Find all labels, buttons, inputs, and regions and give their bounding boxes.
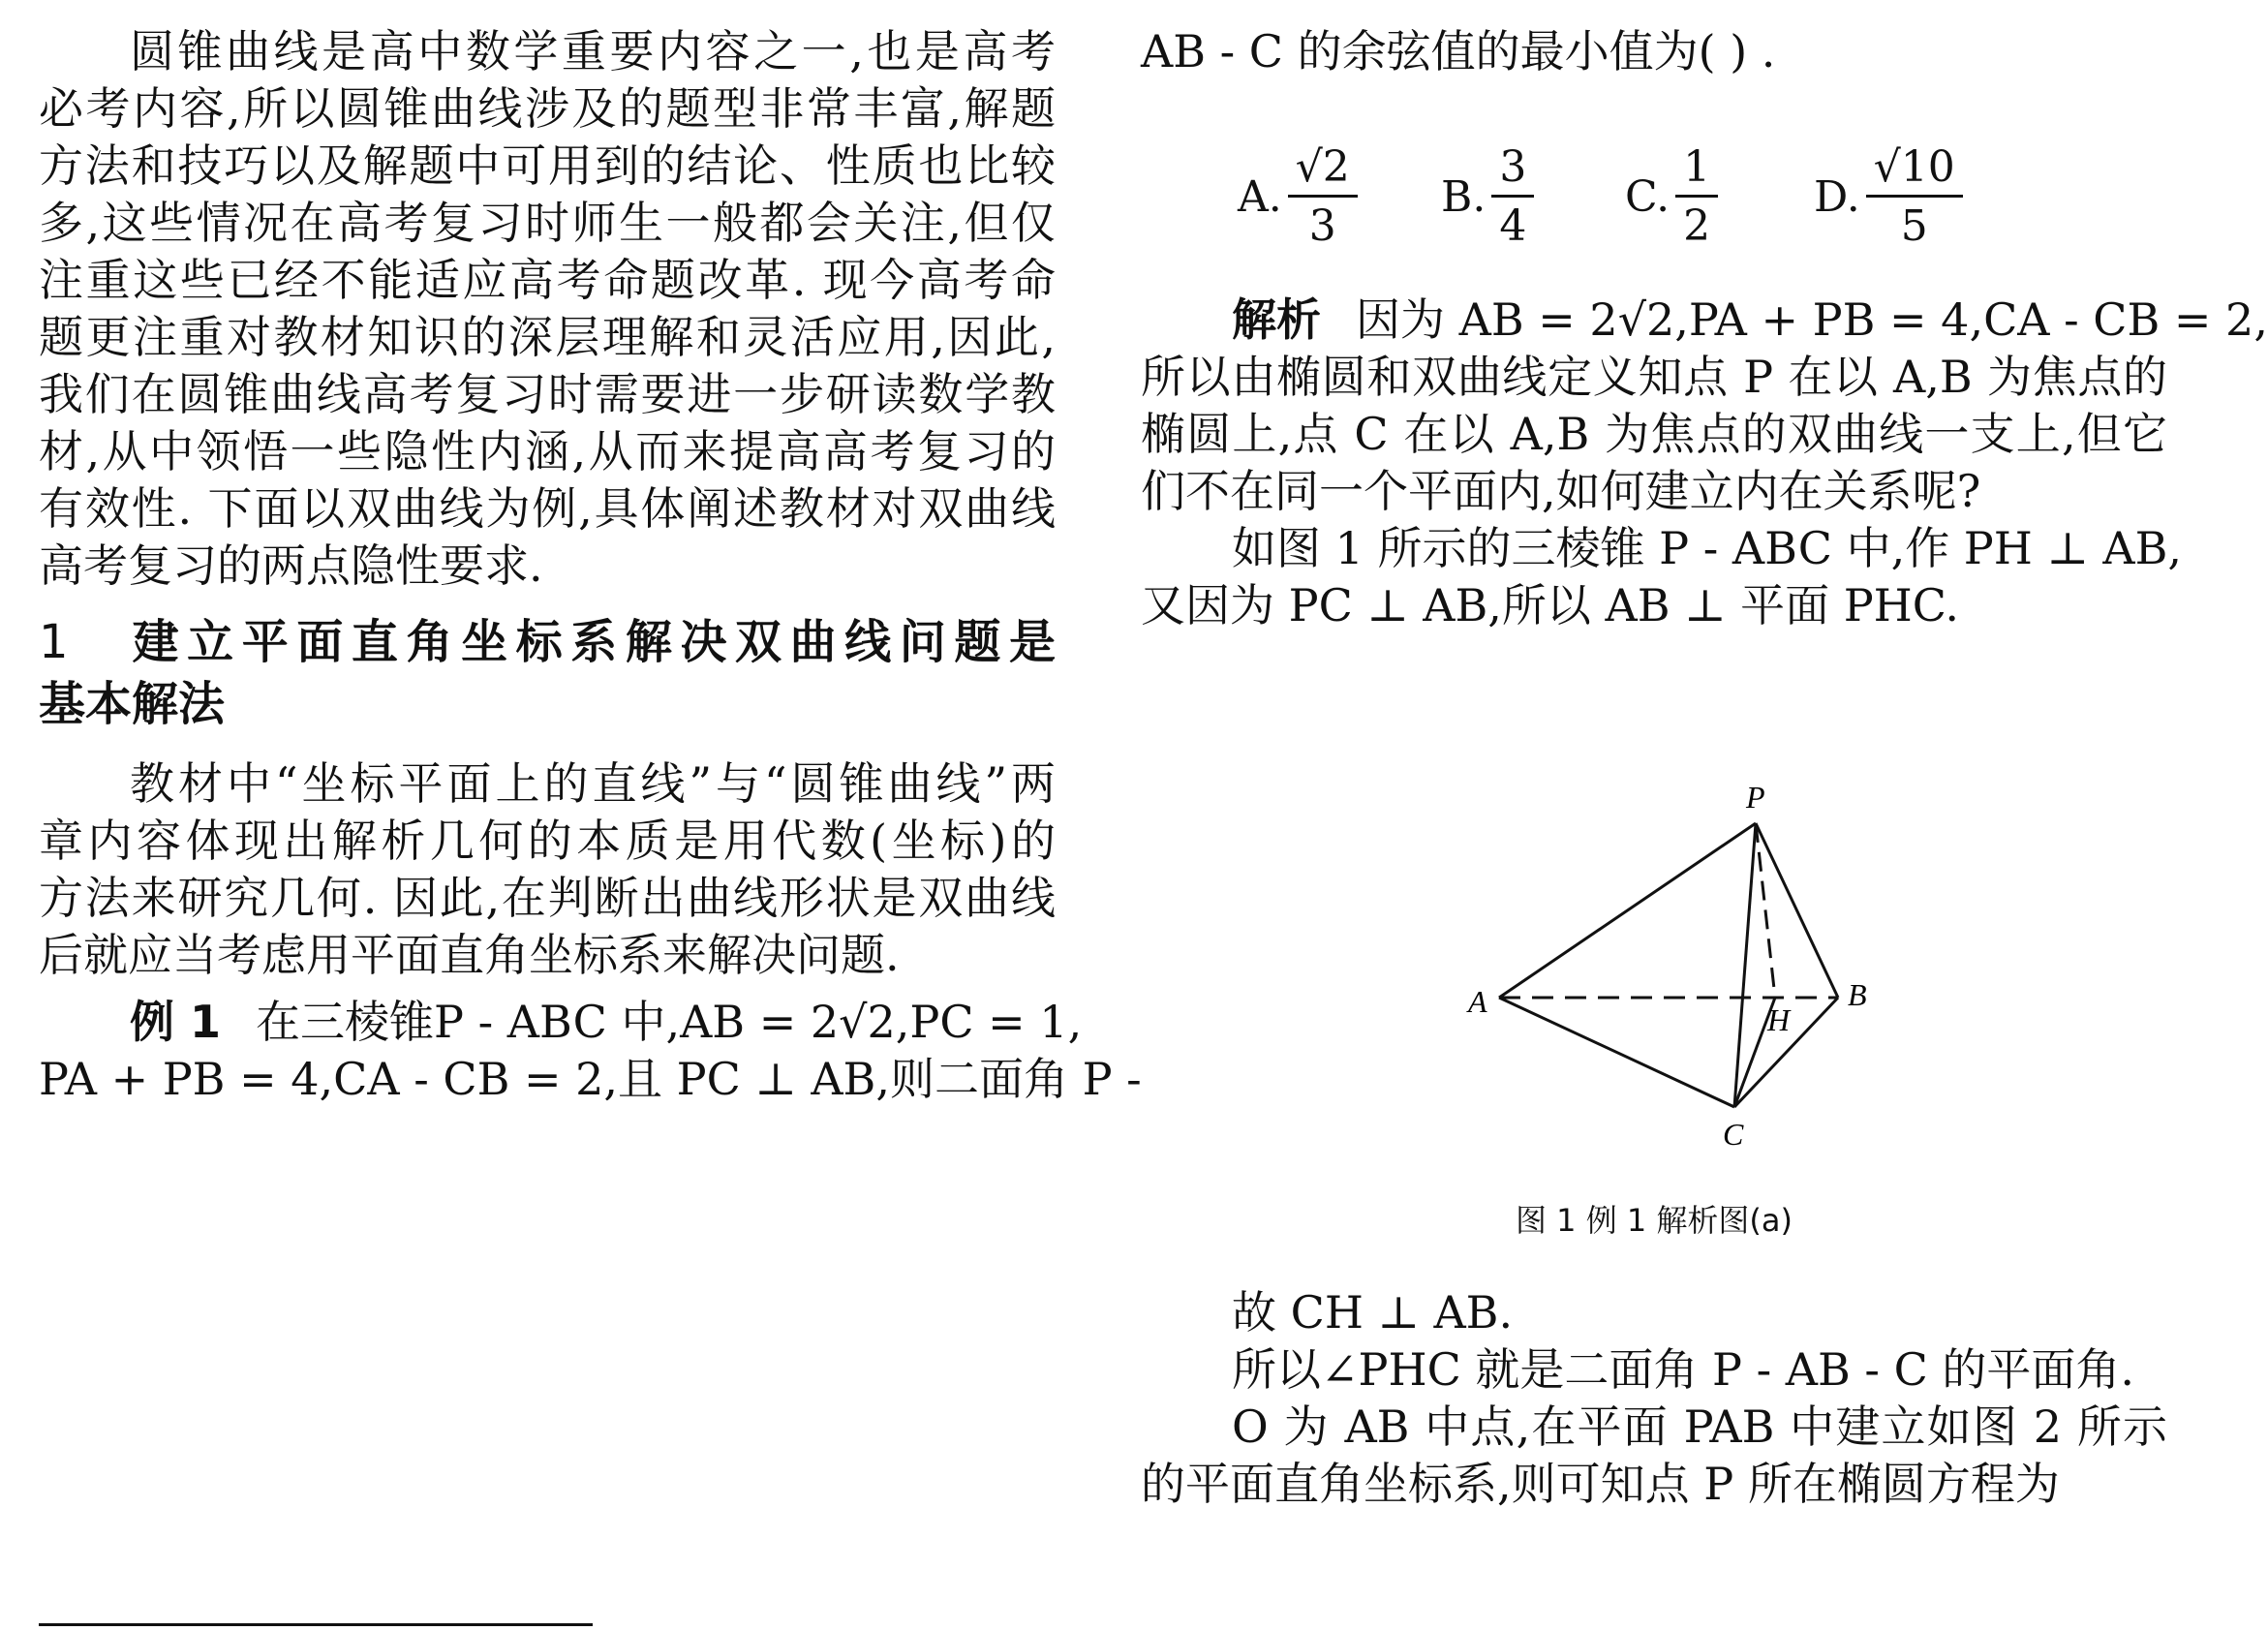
- label-b: B: [1848, 977, 1867, 1012]
- intro-line-5: 注重这些已经不能适应高考命题改革. 现今高考命: [39, 254, 1056, 306]
- intro-line-9: 有效性. 下面以双曲线为例,具体阐述教材对双曲线: [39, 482, 1056, 535]
- footnote-rule: [39, 1623, 593, 1626]
- option-c-label: C.: [1625, 171, 1670, 222]
- edge-pc: [1734, 823, 1756, 1107]
- edge-pb: [1756, 823, 1838, 998]
- section-heading-line-2: 基本解法: [39, 677, 226, 731]
- label-p: P: [1746, 780, 1765, 815]
- figure-caption: 图 1 例 1 解析图(a): [1516, 1202, 1793, 1239]
- example-text-1: 在三棱锥P - ABC 中,AB = 2√2,PC = 1,: [256, 996, 1083, 1048]
- edge-ac: [1499, 998, 1734, 1107]
- option-a-numerator: √2: [1288, 146, 1358, 198]
- section-number: 1: [39, 615, 69, 669]
- body-line-4: 后就应当考虑用平面直角坐标系来解决问题.: [39, 929, 900, 981]
- intro-line-7: 我们在圆锥曲线高考复习时需要进一步研读数学教: [39, 368, 1056, 420]
- option-a: [1238, 134, 1358, 260]
- intro-line-10: 高考复习的两点隐性要求.: [39, 539, 543, 592]
- figure-ref-line-1: 如图 1 所示的三棱锥 P - ABC 中,作 PH ⊥ AB,: [1232, 522, 2183, 574]
- body-line-2: 章内容体现出解析几何的本质是用代数(坐标)的: [39, 815, 1056, 867]
- body-line-1: 教材中“坐标平面上的直线”与“圆锥曲线”两: [130, 757, 1056, 810]
- option-d-numerator: √10: [1866, 146, 1963, 198]
- option-c-fraction: [1675, 141, 1718, 251]
- edge-ph-hidden: [1756, 823, 1775, 998]
- example-line-2: PA + PB = 4,CA - CB = 2,且 PC ⊥ AB,则二面角 P -: [39, 1053, 1142, 1105]
- right-column: [1141, 0, 2268, 1631]
- example-label: 例 1: [130, 996, 222, 1048]
- intro-line-3: 方法和技巧以及解题中可用到的结论、性质也比较: [39, 139, 1056, 192]
- conclusion-line-1: 故 CH ⊥ AB.: [1232, 1286, 1514, 1339]
- intro-line-1: 圆锥曲线是高中数学重要内容之一,也是高考: [130, 25, 1056, 77]
- conclusion-line-3: O 为 AB 中点,在平面 PAB 中建立如图 2 所示: [1232, 1400, 2167, 1453]
- figure-ref-line-2: 又因为 PC ⊥ AB,所以 AB ⊥ 平面 PHC.: [1141, 579, 1959, 631]
- option-d-label: D.: [1814, 171, 1860, 222]
- answer-options: [1141, 134, 2167, 260]
- conclusion-line-4: 的平面直角坐标系,则可知点 P 所在椭圆方程为: [1141, 1458, 2060, 1510]
- option-b-denominator: 4: [1499, 200, 1527, 251]
- label-c: C: [1723, 1117, 1744, 1152]
- analysis-line-4: 们不在同一个平面内,如何建立内在关系呢?: [1141, 465, 1981, 517]
- intro-line-6: 题更注重对教材知识的深层理解和灵活应用,因此,: [39, 311, 1056, 363]
- question-continuation: AB - C 的余弦值的最小值为( ) .: [1141, 25, 1776, 77]
- option-b: [1441, 134, 1534, 260]
- option-b-label: B.: [1441, 171, 1486, 222]
- option-c: [1625, 134, 1718, 260]
- conclusion-line-2: 所以∠PHC 就是二面角 P - AB - C 的平面角.: [1232, 1343, 2135, 1396]
- option-c-numerator: 1: [1675, 146, 1718, 198]
- option-c-denominator: 2: [1683, 200, 1711, 251]
- option-b-numerator: 3: [1491, 146, 1534, 198]
- intro-line-4: 多,这些情况在高考复习时师生一般都会关注,但仅: [39, 197, 1056, 249]
- tetrahedron-figure: [1368, 775, 1969, 1182]
- option-d-denominator: 5: [1900, 200, 1928, 251]
- label-a: A: [1468, 984, 1487, 1019]
- section-title: 建立平面直角坐标系解决双曲线问题是: [124, 615, 1056, 669]
- analysis-text-1: 因为 AB = 2√2,PA + PB = 4,CA - CB = 2,: [1356, 293, 2268, 346]
- option-d-fraction: [1866, 141, 1963, 251]
- analysis-line-2: 所以由椭圆和双曲线定义知点 P 在以 A,B 为焦点的: [1141, 351, 2167, 403]
- analysis-line-3: 椭圆上,点 C 在以 A,B 为焦点的双曲线一支上,但它: [1141, 408, 2167, 460]
- edge-ap: [1499, 823, 1756, 998]
- option-a-denominator: 3: [1308, 200, 1336, 251]
- body-line-3: 方法来研究几何. 因此,在判断出曲线形状是双曲线: [39, 872, 1056, 924]
- option-d: [1814, 134, 1963, 260]
- intro-line-2: 必考内容,所以圆锥曲线涉及的题型非常丰富,解题: [39, 82, 1056, 135]
- label-h: H: [1767, 1002, 1791, 1037]
- intro-line-8: 材,从中领悟一些隐性内涵,从而来提高高考复习的: [39, 425, 1056, 477]
- option-b-fraction: [1491, 141, 1534, 251]
- option-a-label: A.: [1238, 171, 1282, 222]
- option-a-fraction: [1288, 141, 1358, 251]
- left-column: [39, 0, 1142, 1631]
- analysis-label: 解析: [1232, 293, 1321, 346]
